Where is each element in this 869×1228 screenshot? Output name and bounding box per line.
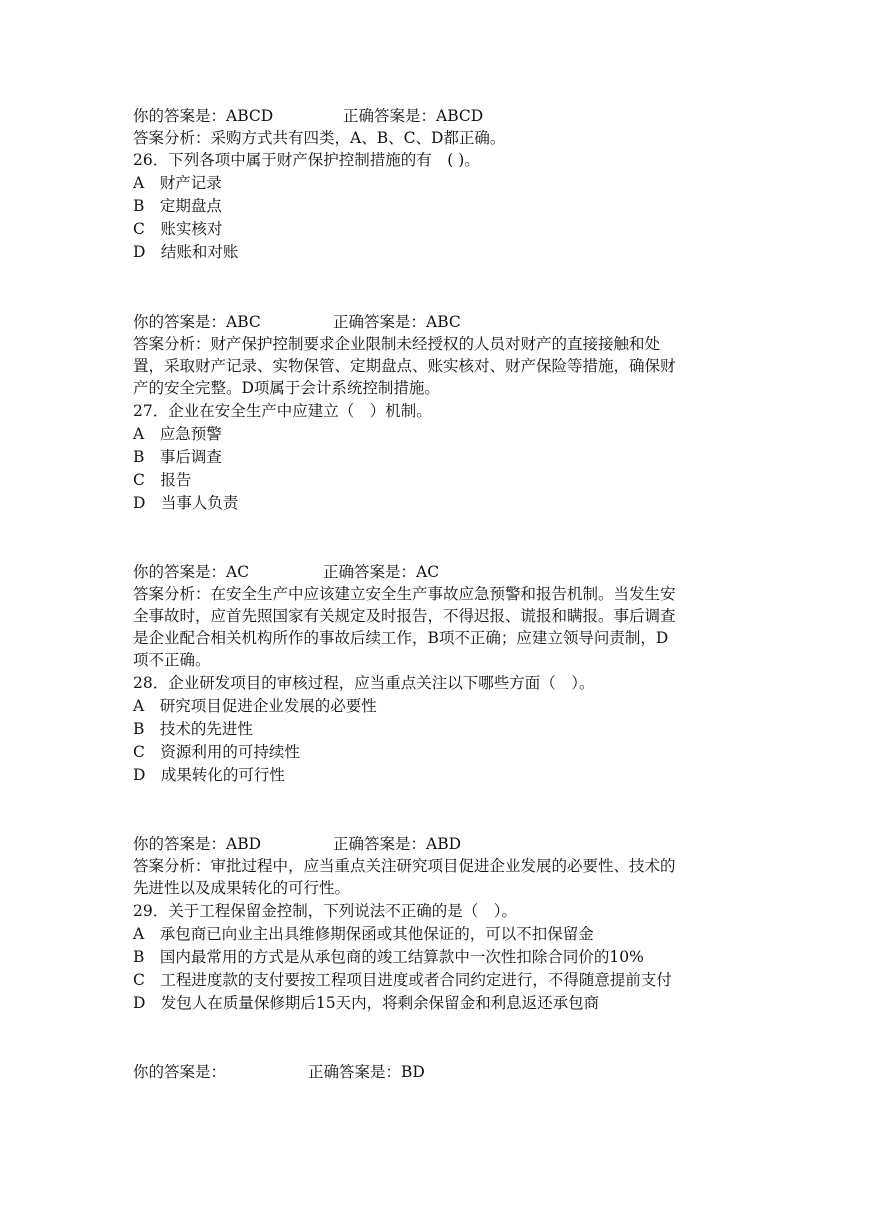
option-a: A 财产记录 (133, 174, 222, 192)
answer-row (133, 562, 743, 582)
answer-analysis-line: 答案分析：财产保护控制要求企业限制未经授权的人员对财产的直接接触和处 (133, 335, 661, 353)
option-c: C 工程进度款的支付要按工程项目进度或者合同约定进行，不得随意提前支付 (133, 971, 672, 989)
option-b: B 技术的先进性 (133, 720, 253, 738)
your-answer: 你的答案是：AC (133, 563, 250, 581)
option-c: C 报告 (133, 471, 192, 489)
question-text: 26．下列各项中属于财产保护控制措施的有 ( )。 (133, 151, 480, 169)
option-d: D 当事人负责 (133, 494, 239, 512)
option-d: D 发包人在质量保修期后15天内，将剩余保留金和利息返还承包商 (133, 994, 600, 1012)
question-text: 29．关于工程保留金控制，下列说法不正确的是（ ）。 (133, 902, 517, 920)
answer-row (133, 834, 743, 854)
answer-row (133, 312, 743, 332)
answer-analysis-line: 先进性以及成果转化的可行性。 (133, 879, 351, 897)
correct-answer: 正确答案是：AC (323, 563, 440, 581)
correct-answer: 正确答案是：ABD (333, 835, 462, 853)
answer-row (133, 106, 743, 126)
answer-analysis-line: 答案分析：在安全生产中应该建立安全生产事故应急预警和报告机制。当发生安 (133, 585, 676, 603)
correct-answer: 正确答案是：ABC (333, 313, 461, 331)
answer-analysis: 答案分析：采购方式共有四类，A、B、C、D都正确。 (133, 129, 506, 147)
option-b: B 事后调查 (133, 448, 222, 466)
answer-row (133, 1062, 743, 1082)
option-a: A 应急预警 (133, 425, 222, 443)
answer-analysis-line: 是企业配合相关机构所作的事故后续工作，B项不正确；应建立领导问责制，D (133, 629, 669, 647)
option-c: C 账实核对 (133, 220, 223, 238)
answer-analysis-line: 产的安全完整。D项属于会计系统控制措施。 (133, 379, 440, 397)
option-b: B 国内最常用的方式是从承包商的竣工结算款中一次性扣除合同价的10% (133, 948, 644, 966)
your-answer: 你的答案是： (133, 1063, 227, 1081)
answer-analysis-line: 置，采取财产记录、实物保管、定期盘点、账实核对、财产保险等措施，确保财 (133, 357, 676, 375)
option-d: D 结账和对账 (133, 243, 239, 261)
option-a: A 研究项目促进企业发展的必要性 (133, 697, 377, 715)
your-answer: 你的答案是：ABC (133, 313, 261, 331)
question-text: 27．企业在安全生产中应建立（ ）机制。 (133, 402, 432, 420)
correct-answer: 正确答案是：BD (308, 1063, 425, 1081)
your-answer: 你的答案是：ABCD (133, 107, 274, 125)
option-c: C 资源利用的可持续性 (133, 743, 300, 761)
option-b: B 定期盘点 (133, 197, 222, 215)
correct-answer: 正确答案是：ABCD (343, 107, 484, 125)
option-d: D 成果转化的可行性 (133, 766, 285, 784)
answer-analysis-line: 项不正确。 (133, 651, 211, 669)
option-a: A 承包商已向业主出具维修期保函或其他保证的，可以不扣保留金 (133, 925, 594, 943)
answer-analysis-line: 全事故时，应首先照国家有关规定及时报告，不得迟报、谎报和瞒报。事后调查 (133, 607, 676, 625)
question-text: 28．企业研发项目的审核过程，应当重点关注以下哪些方面（ ）。 (133, 674, 595, 692)
answer-analysis-line: 答案分析：审批过程中，应当重点关注研究项目促进企业发展的必要性、技术的 (133, 857, 676, 875)
your-answer: 你的答案是：ABD (133, 835, 262, 853)
